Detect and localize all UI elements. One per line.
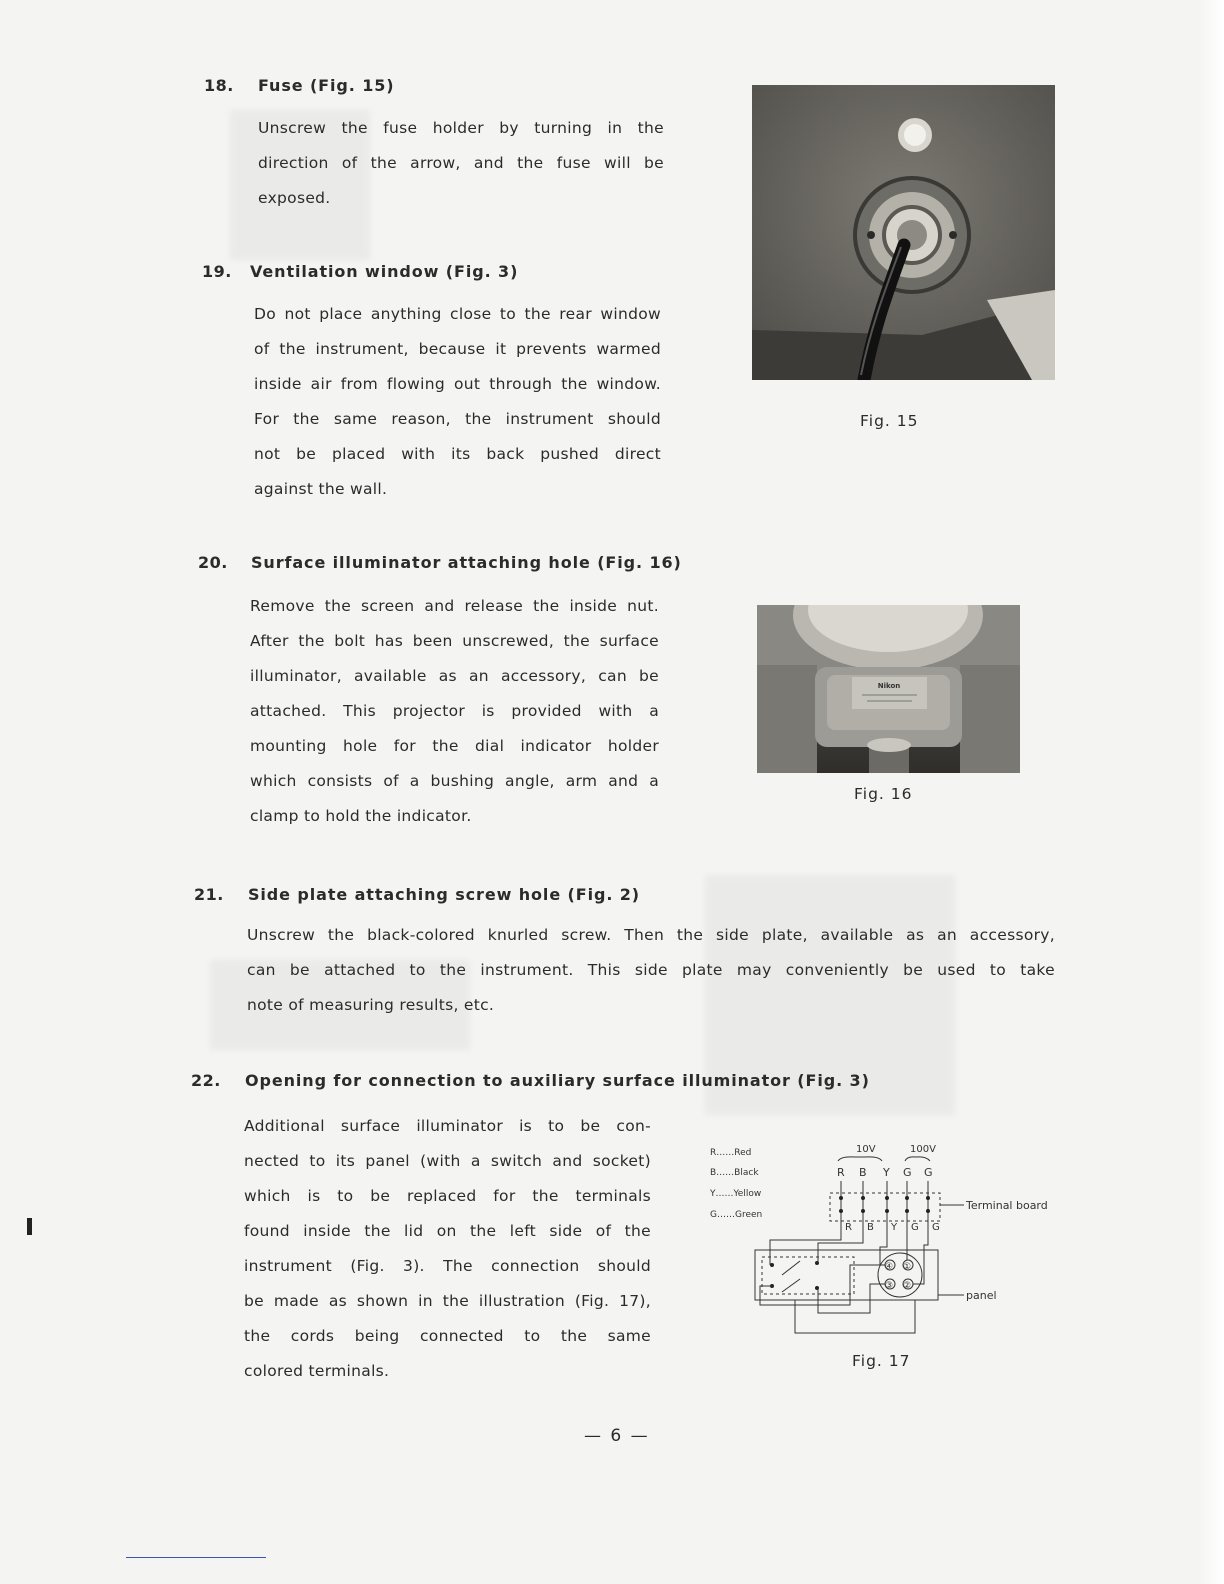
text-line: against the wall. [254, 480, 388, 498]
terminal-letter-lower: G [932, 1222, 940, 1233]
text-line: inside air from flowing out through the window. [254, 375, 661, 393]
terminal-letter-lower: B [867, 1222, 874, 1233]
text-line: found inside the lid on the left side of the [244, 1222, 651, 1240]
scan-mark [27, 1218, 32, 1235]
item-22-paragraph [244, 1109, 651, 1389]
item-19-heading: Ventilation window (Fig. 3) [250, 262, 519, 281]
item-21-heading: Side plate attaching screw hole (Fig. 2) [248, 885, 641, 904]
socket-number: ④ [885, 1262, 894, 1272]
page-edge [1198, 0, 1224, 1584]
text-line: Unscrew the black-colored knurled screw. Then the side plate, available as an accessory, [247, 926, 1055, 944]
legend-black: B……Black [710, 1168, 759, 1178]
item-19-number: 19. [202, 262, 232, 281]
text-line: note of measuring results, etc. [247, 996, 495, 1014]
voltage-100v-label: 100V [910, 1144, 936, 1155]
terminal-letter: B [859, 1166, 867, 1179]
scan-underline [126, 1557, 266, 1558]
socket-number: ② [903, 1281, 912, 1291]
terminal-letter: R [837, 1166, 845, 1179]
text-line: colored terminals. [244, 1362, 390, 1380]
item-20-heading: Surface illuminator attaching hole (Fig. 16) [251, 553, 682, 572]
legend-red: R……Red [710, 1148, 752, 1158]
text-line: can be attached to the instrument. This side plate may conveniently be used to take [247, 961, 1055, 979]
panel-label: panel [966, 1289, 997, 1302]
text-line: the cords being connected to the same [244, 1327, 651, 1345]
fig17-caption: Fig. 17 [852, 1352, 911, 1370]
text-line: of the instrument, because it prevents warmed [254, 340, 661, 358]
item-22-heading: Opening for connection to auxiliary surface illuminator (Fig. 3) [245, 1071, 870, 1090]
text-line: illuminator, available as an accessory, can be [250, 667, 659, 685]
terminal-letter-lower: G [911, 1222, 919, 1233]
fig16-label-text: Nikon [877, 682, 901, 690]
terminal-letter: Y [883, 1166, 890, 1179]
text-line: be made as shown in the illustration (Fig. 17), [244, 1292, 651, 1310]
text-line: Unscrew the fuse holder by turning in the [258, 119, 664, 137]
item-19-paragraph [254, 297, 661, 507]
terminal-letter-lower: Y [891, 1222, 898, 1233]
fig15-photo [752, 85, 1055, 380]
text-line: After the bolt has been unscrewed, the surface [250, 632, 659, 650]
text-line: Do not place anything close to the rear window [254, 305, 661, 323]
text-line: which is to be replaced for the terminals [244, 1187, 651, 1205]
text-line: Additional surface illuminator is to be con- [244, 1117, 651, 1135]
text-line: not be placed with its back pushed direct [254, 445, 661, 463]
terminal-letter-lower: R [845, 1222, 852, 1233]
text-line: For the same reason, the instrument should [254, 410, 661, 428]
text-line: clamp to hold the indicator. [250, 807, 472, 825]
fig15-caption: Fig. 15 [860, 412, 919, 430]
terminal-letter: G [903, 1166, 912, 1179]
item-21-number: 21. [194, 885, 224, 904]
text-line: nected to its panel (with a switch and socket) [244, 1152, 651, 1170]
socket-number: ① [903, 1262, 912, 1272]
legend-yellow: Y……Yellow [710, 1189, 762, 1199]
item-22-number: 22. [191, 1071, 221, 1090]
page-number: — 6 — [584, 1426, 650, 1446]
item-18-heading: Fuse (Fig. 15) [258, 76, 395, 95]
text-line: direction of the arrow, and the fuse will be [258, 154, 664, 172]
text-line: attached. This projector is provided with a [250, 702, 659, 720]
text-line: mounting hole for the dial indicator holder [250, 737, 659, 755]
item-20-paragraph [250, 589, 659, 834]
text-line: which consists of a bushing angle, arm and a [250, 772, 659, 790]
item-18-number: 18. [204, 76, 234, 95]
text-line: exposed. [258, 189, 331, 207]
voltage-10v-label: 10V [856, 1144, 876, 1155]
item-21-paragraph [247, 918, 1055, 1023]
fig16-caption: Fig. 16 [854, 785, 913, 803]
terminal-board-label: Terminal board [966, 1199, 1048, 1212]
item-18-paragraph [258, 111, 664, 216]
fig16-photo [757, 605, 1020, 773]
terminal-letter: G [924, 1166, 933, 1179]
text-line: Remove the screen and release the inside nut. [250, 597, 659, 615]
item-20-number: 20. [198, 553, 228, 572]
legend-green: G……Green [710, 1210, 763, 1220]
fig17-wiring-diagram [700, 1135, 1070, 1345]
text-line: instrument (Fig. 3). The connection should [244, 1257, 651, 1275]
socket-number: ③ [885, 1281, 894, 1291]
